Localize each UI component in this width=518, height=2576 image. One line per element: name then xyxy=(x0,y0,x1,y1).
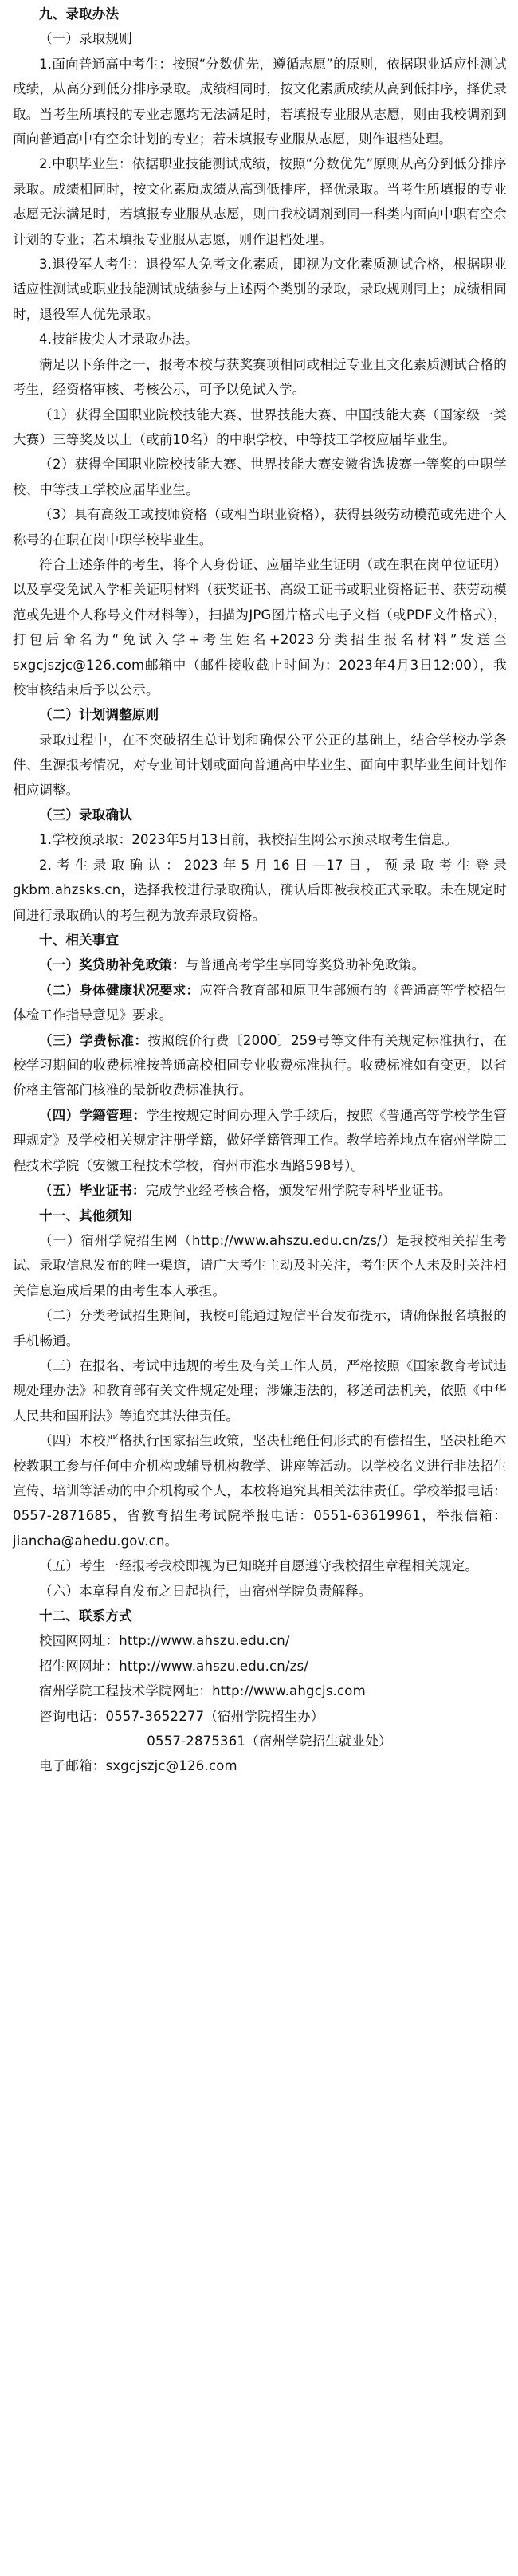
contact-phone-employment-office: 0557-2875361（宿州学院招生就业处） xyxy=(147,1734,392,1749)
subheading-plan-adjustment: （二）计划调整原则 xyxy=(39,707,159,723)
notice-5-acceptance: （五）考生一经报考我校即视为已知晓并自愿遵守我校招生章程相关规定。 xyxy=(39,1558,479,1574)
notice-6-effective: （六）本章程自发布之日起执行，由宿州学院负责解释。 xyxy=(39,1583,372,1599)
diploma-label: （五）毕业证书： xyxy=(39,1183,146,1199)
notice-1-official-channel: （一）宿州学院招生网（http://www.ahszu.edu.cn/zs/）是我校相关招生考试、录取信息发布的唯一渠道，请广大考生主动及时关注，考生因个人未及时关注相关信息造成后果的由考生本人承担。 xyxy=(13,1232,507,1298)
exemption-condition-2: （2）获得全国职业院校技能大赛、世界技能大赛安徽省选拔赛一等奖的中职学校、中等技工学校应届毕业生。 xyxy=(13,457,507,497)
contact-campus-website: 校园网网址：http://www.ahszu.edu.cn/ xyxy=(39,1633,290,1649)
subheading-admission-confirmation: （三）录取确认 xyxy=(39,807,132,823)
section-heading-admission-methods: 九、录取办法 xyxy=(39,6,120,22)
rule-veterans: 3.退役军人考生：退役军人免考文化素质，即视为文化素质测试合格，根据职业适应性测试或职业技能测试成绩参与上述两个类别的录取，录取规则同上；成绩相同时，退役军人优先录取。 xyxy=(13,257,507,322)
notice-3-violations: （三）在报名、考试中违规的考生及有关工作人员，严格按照《国家教育考试违规处理办法》和教育部有关文件规定处理；涉嫌违法的，移送司法机关，依照《中华人民共和国刑法》等追究其法律责任。 xyxy=(13,1357,507,1423)
tuition-text: 按照皖价行费〔2000〕259号等文件有关规定标准执行，在校学习期间的收费标准按普通高校相同专业收费标准执行。收费标准如有变更，以省价格主管部门核准的最新收费标准执行。 xyxy=(13,1032,507,1098)
confirmation-text: 2.考生录取确认：2023年5月16日—17日，预录取考生登录gkbm.ahzsks.cn，选择我校进行录取确认，确认后即被我校正式录取。未在规定时间进行录取确认的考生视为放弃录取资格。 xyxy=(13,857,507,923)
contact-email: 电子邮箱：sxgcjszjc@126.com xyxy=(39,1758,237,1774)
plan-adjustment-text: 录取过程中，在不突破招生总计划和确保公平公正的基础上，结合学校办学条件、生源报考情况，对专业间计划或面向普通高中毕业生、面向中职毕业生间计划作相应调整。 xyxy=(13,732,507,798)
health-requirement-text: 应符合教育部和原卫生部颁布的《普通高等学校招生体检工作指导意见》要求。 xyxy=(13,982,507,1023)
section-heading-related-matters: 十、相关事宜 xyxy=(39,933,120,948)
enrollment-management-label: （四）学籍管理： xyxy=(39,1107,147,1123)
health-requirement-label: （二）身体健康状况要求： xyxy=(39,982,200,998)
enrollment-management-text: 学生按规定时间办理入学手续后，按照《普通高等学校学生管理规定》及学校相关规定注册学籍，做好学籍管理工作。教学培养地点在宿州学院工程技术学院（安徽工程技术学校，宿州市淮水西路598号）。 xyxy=(13,1107,507,1173)
section-heading-other-notices: 十一、其他须知 xyxy=(39,1208,132,1223)
diploma-text: 完成学业经考核合格，颁发宿州学院专科毕业证书。 xyxy=(145,1183,452,1199)
exemption-submission-instructions: 符合上述条件的考生，将个人身份证、应届毕业生证明（或在职在岗单位证明）以及享受免试入学相关证明材料（获奖证书、高级工证书或职业资格证书、获劳动模范或先进个人称号文件材料等），扫描为JPG图片格式电子文档（或PDF文件格式），打包后命名为“免试入学+考生姓名+2023分类招生报名材料”发送至sxgcjszjc@126.com邮箱中（邮件接收截止时间为：2023年4月3日12:00），我校审核结束后予以公示。 xyxy=(13,556,507,697)
tuition-item xyxy=(13,1028,507,1103)
health-requirement-item xyxy=(13,978,507,1028)
financial-aid-item xyxy=(13,952,507,977)
exemption-condition-1: （1）获得全国职业院校技能大赛、世界技能大赛、中国技能大赛（国家级一类大赛）三等奖及以上（或前10名）的中职学校、中等技工学校应届毕业生。 xyxy=(13,406,507,447)
exemption-condition-3: （3）具有高级工或技师资格（或相当职业资格），获得县级劳动模范或先进个人称号的在职在岗中职学校毕业生。 xyxy=(13,507,507,548)
rule-general-high-school: 1.面向普通高中考生：按照“分数优先，遵循志愿”的原则，依据职业适应性测试成绩，从高分到低分排序录取。成绩相同时，按文化素质成绩从高到低排序，择优录取。当考生所填报的专业志愿均无法满足时，若填报专业服从志愿，则由我校调剂到面向普通高中有空余计划的专业；若未填报专业服从志愿，则作退档处理。 xyxy=(13,56,507,147)
financial-aid-text: 与普通高考学生享同等奖贷助补免政策。 xyxy=(185,957,426,973)
financial-aid-label: （一）奖贷助补免政策： xyxy=(39,957,186,973)
rule-top-skill-talent: 4.技能拔尖人才录取办法。 xyxy=(39,332,198,348)
exemption-conditions: 满足以下条件之一，报考本校与获奖赛项相同或相近专业且文化素质测试合格的考生，经资格审核、考核公示，可予以免试入学。 xyxy=(13,356,507,398)
subheading-admission-rules: （一）录取规则 xyxy=(39,31,132,47)
contact-admissions-website: 招生网网址：http://www.ahszu.edu.cn/zs/ xyxy=(39,1658,309,1674)
enrollment-management-item xyxy=(13,1103,507,1178)
tuition-label: （三）学费标准： xyxy=(39,1032,148,1048)
notice-2-sms: （二）分类考试招生期间，我校可能通过短信平台发布提示，请确保报名填报的手机畅通。 xyxy=(13,1308,507,1349)
notice-4-anti-fraud: （四）本校严格执行国家招生政策，坚决杜绝任何形式的有偿招生，坚决杜绝本校教职工参与任何中介机构或辅导机构教学、讲座等活动。以学校名义进行非法招生宣传、培训等活动的中介机构或个人，本校将追究其相关法律责任。学校举报电话：0557-2871685，省教育招生考试院举报电话：0551-63619961，举报信箱：jiancha@ahedu.gov.cn。 xyxy=(13,1433,507,1549)
contact-engineering-website: 宿州学院工程技术学院网址：http://www.ahgcjs.com xyxy=(39,1683,366,1699)
contact-phone-admissions-office: 咨询电话：0557-3652277（宿州学院招生办） xyxy=(39,1708,324,1724)
diploma-item xyxy=(13,1178,507,1203)
section-heading-contact: 十二、联系方式 xyxy=(39,1608,132,1624)
rule-vocational-graduates: 2.中职毕业生：依据职业技能测试成绩，按照“分数优先”原则从高分到低分排序录取。成绩相同时，按文化素质成绩从高到低排序，择优录取。当考生所填报的专业志愿无法满足时，若填报专业服从志愿，则由我校调剂到同一科类内面向中职有空余计划的专业；若未填报专业服从志愿，则作退档处理。 xyxy=(13,156,507,247)
pre-admission-text: 1.学校预录取：2023年5月13日前，我校招生网公示预录取考生信息。 xyxy=(39,832,458,848)
